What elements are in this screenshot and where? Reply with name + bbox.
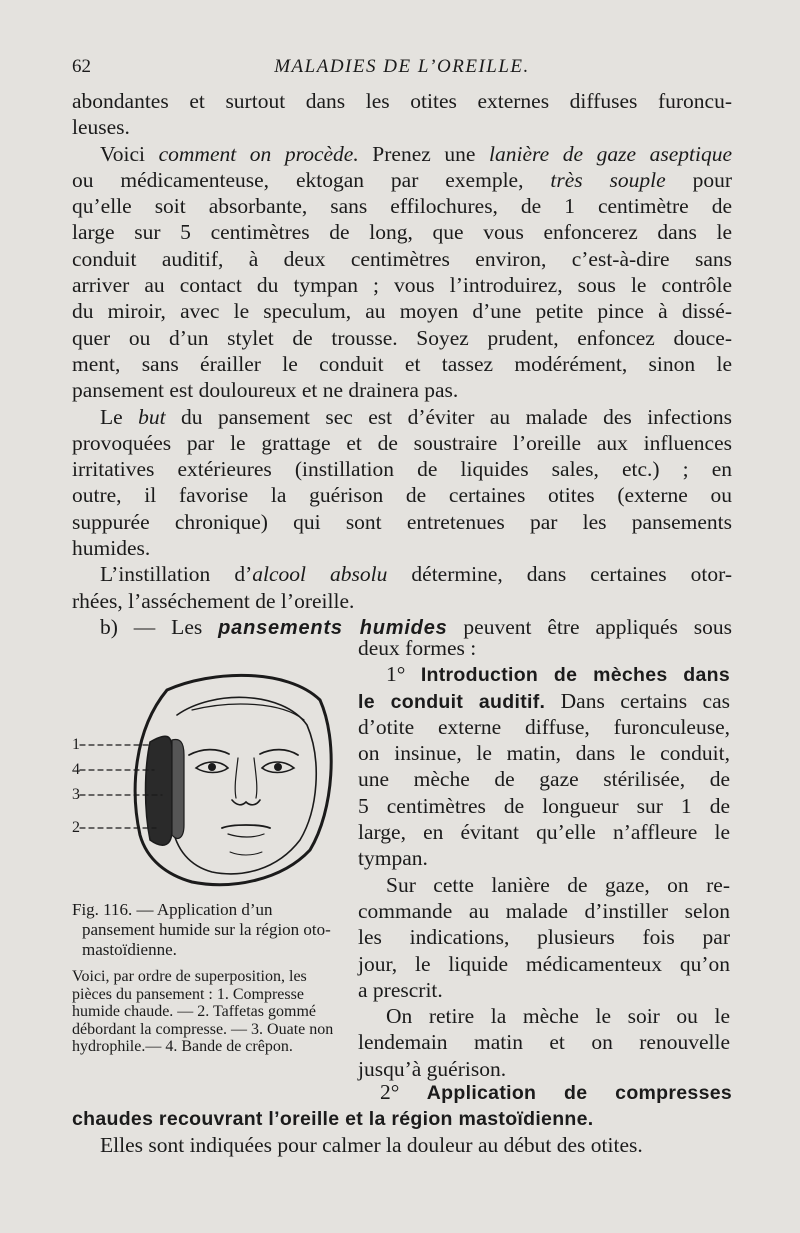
text-line: rhées, l’asséchement de l’oreille. — [72, 588, 355, 613]
text-line: lendemain matin et on renouvelle — [358, 1030, 730, 1055]
text-line: quer ou d’un stylet de trousse. Soyez prudent, enfoncez douce- — [72, 325, 732, 350]
bottom-text — [72, 1079, 732, 1158]
figure-caption — [72, 900, 340, 1056]
text-line: On retire la mèche le soir ou le — [386, 1004, 730, 1029]
text-line: 1° Introduction de mèches dans — [386, 662, 730, 687]
text-line: a prescrit. — [358, 977, 443, 1002]
text-line: ou médicamenteuse, ektogan par exemple, très souple pour — [72, 167, 732, 192]
text-line: humides. — [72, 536, 151, 561]
text-line: tympan. — [358, 846, 428, 871]
text-line: arriver au contact du tympan ; vous l’introduirez, sous le contrôle — [72, 273, 732, 298]
text-line: commande au malade d’instiller selon — [358, 898, 730, 923]
text-line: du miroir, avec le speculum, au moyen d’une petite pince à dissé- — [72, 299, 732, 324]
figure-label-3: 3 — [72, 786, 80, 803]
text-line: pansement est douloureux et ne drainera pas. — [72, 378, 459, 403]
text-line: L’instillation d’alcool absolu détermine, dans certaines otor- — [100, 562, 733, 587]
text-line: provoquées par le grattage et de soustraire l’oreille aux influences — [72, 430, 732, 455]
text-line: Sur cette lanière de gaze, on re- — [386, 872, 730, 897]
running-head: MALADIES DE L’OREILLE. — [274, 56, 530, 77]
text-line: irritatives extérieures (instillation de liquides sales, etc.) ; en — [72, 457, 732, 482]
text-line: large, en évitant qu’elle n’affleure le — [358, 820, 730, 845]
caption-title: Fig. 116. — Application d’un pansement humide sur la région oto-mastoïdienne. — [72, 900, 331, 959]
text-line: b) — Les pansements humides peuvent être appliqués sous — [100, 614, 733, 639]
figure-label-1: 1 — [72, 736, 80, 753]
text-line: abondantes et surtout dans les otites externes diffuses furoncu- — [72, 89, 732, 113]
main-text — [72, 88, 732, 640]
right-column-text — [358, 635, 730, 1082]
page-number: 62 — [72, 56, 91, 77]
caption-note: Voici, par ordre de superposition, les pièces du pansement : 1. Compresse humide chaude. — 2. Taffetas gommé débordant la compresse. — 3. Ouate non hydrophile.— 4. Bande de crêpon. — [72, 968, 334, 1055]
page-header — [72, 56, 732, 86]
text-line: Voici comment on procède. Prenez une lanière de gaze aseptique — [100, 141, 733, 166]
text-line: Elles sont indiquées pour calmer la douleur au début des otites. — [100, 1132, 643, 1157]
text-line: le conduit auditif. Dans certains cas — [358, 688, 730, 713]
text-line: suppurée chronique) qui sont entretenues par les pansements — [72, 509, 732, 534]
text-line: les indications, plusieurs fois par — [358, 925, 730, 950]
text-line: qu’elle soit absorbante, sans effilochures, de 1 centimètre de — [72, 194, 732, 219]
text-line: une mèche de gaze stérilisée, de — [358, 767, 730, 792]
text-line: jusqu’à guérison. — [358, 1056, 507, 1081]
text-line: 5 centimètres de longueur sur 1 de — [358, 793, 730, 818]
head-bandage-illustration — [72, 660, 342, 895]
text-line: 2° Application de compresses — [380, 1080, 732, 1104]
text-line: large sur 5 centimètres de long, que vous enfoncerez dans le — [72, 220, 732, 245]
figure-116 — [72, 660, 342, 895]
text-line: jour, le liquide médicamenteux qu’on — [358, 951, 730, 976]
text-line: ment, sans érailler le conduit et tassez modérément, sinon le — [72, 351, 732, 376]
text-line: on insinue, le matin, dans le conduit, — [358, 741, 730, 766]
text-line: chaudes recouvrant l’oreille et la région mastoïdienne. — [72, 1108, 594, 1131]
text-line: conduit auditif, à deux centimètres environ, c’est-à-dire sans — [72, 246, 732, 271]
text-line: d’otite externe diffuse, furonculeuse, — [358, 714, 730, 739]
text-line: leuses. — [72, 115, 130, 140]
text-line: outre, il favorise la guérison de certaines otites (externe ou — [72, 483, 732, 508]
figure-label-4: 4 — [72, 761, 80, 778]
text-line: deux formes : — [358, 636, 477, 660]
text-line: Le but du pansement sec est d’éviter au malade des infections — [100, 404, 732, 429]
figure-label-2: 2 — [72, 819, 80, 836]
